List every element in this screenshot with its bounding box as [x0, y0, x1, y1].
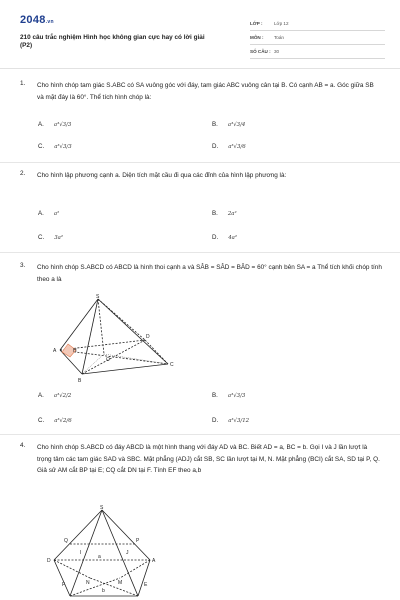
option-d[interactable]: D. a³√3/12 — [212, 417, 250, 424]
question-text: Cho hình chóp S.ABCD có ABCD là hình thoi cạnh a và SÂB = SÂD = BÂD = 60° cạnh bên SA = a Thể tích khối chóp tính theo a là — [37, 264, 382, 283]
label-e: E — [144, 582, 148, 588]
label-a: A — [53, 348, 57, 354]
label-a: A — [152, 558, 156, 564]
option-d[interactable]: D. 4a² — [212, 234, 237, 241]
question-2 — [20, 170, 382, 250]
label-a-length: a — [98, 554, 101, 560]
label-c: C — [170, 362, 174, 368]
label-j: J — [126, 550, 129, 556]
label-d: D — [47, 558, 51, 564]
option-b[interactable]: B. a³√3/4 — [212, 121, 246, 128]
option-b[interactable]: B. a³√3/3 — [212, 392, 246, 399]
question-header — [20, 80, 382, 103]
question-separator — [0, 434, 400, 435]
meta-row-class — [250, 17, 385, 31]
question-number: 4. — [20, 442, 26, 449]
label-p: P — [136, 538, 140, 544]
label-h: H — [73, 348, 77, 354]
label-b-length: b — [102, 588, 105, 594]
label-s: S — [96, 294, 100, 300]
label-s: S — [100, 505, 104, 511]
question-1 — [20, 80, 382, 160]
document-title: 210 câu trắc nghiệm Hình học không gian cực hay có lời giải (P2) — [20, 34, 205, 49]
meta-key: SỐ CÂU : — [250, 49, 271, 54]
label-i: I — [80, 550, 82, 556]
question-4 — [20, 442, 382, 600]
meta-row-subject — [250, 31, 385, 45]
label-d: D — [146, 334, 150, 340]
trapezoid-pyramid-figure — [40, 504, 180, 600]
question-header — [20, 262, 382, 285]
question-text: Cho hình lập phương cạnh a. Diện tích mặt cầu đi qua các đỉnh của hình lập phương là: — [37, 172, 287, 179]
option-a[interactable]: A. a³√3/3 — [38, 121, 72, 128]
label-n: N — [86, 580, 90, 586]
pyramid-figure — [40, 294, 180, 386]
question-separator — [0, 162, 400, 163]
question-3 — [20, 262, 382, 432]
option-a[interactable]: A. a³√2/2 — [38, 392, 72, 399]
meta-key: MÔN : — [250, 35, 264, 40]
meta-row-count — [250, 45, 385, 59]
option-c[interactable]: C. a³√3/3 — [38, 143, 72, 150]
document-meta — [250, 17, 385, 59]
document-header — [20, 14, 385, 64]
option-a[interactable]: A. a² — [38, 210, 60, 217]
meta-value: Lớp 12 — [274, 21, 289, 26]
header-divider — [0, 68, 400, 69]
option-b[interactable]: B. 2a² — [212, 210, 237, 217]
question-header — [20, 442, 382, 477]
question-text: Cho hình chóp tam giác S.ABC có SA vuông góc với đáy, tam giác ABC vuông cân tại B. Có cạnh AB = a. Góc giữa SB và mặt đáy là 60°. Thể tích hình chóp là: — [37, 82, 374, 101]
label-b: B — [78, 378, 82, 384]
meta-value: 30 — [274, 49, 280, 54]
option-d[interactable]: D. a³√3/6 — [212, 143, 246, 150]
meta-key: LỚP : — [250, 21, 263, 26]
question-number: 1. — [20, 80, 26, 87]
label-m: M — [118, 580, 123, 586]
label-o: O — [106, 357, 110, 363]
meta-value: Toán — [274, 35, 284, 40]
question-separator — [0, 252, 400, 253]
question-text: Cho hình chóp S.ABCD có đáy ABCD là một hình thang với đáy AD và BC. Biết AD = a, BC = b. Gọi I và J lần lượt là trọng tâm các tam giác SAD và SBC. Mặt phẳng (ADJ) cắt SB, SC lần lượt tại M, N. Mặt phẳng (BCI) cắt SA, SD tại P, Q. Giả sử AM cắt BP tại E; CQ cắt DN tại F. Tính EF theo a,b — [37, 444, 380, 474]
label-f: F — [62, 582, 66, 588]
question-number: 3. — [20, 262, 26, 269]
question-number: 2. — [20, 170, 26, 177]
option-c[interactable]: C. 3a² — [38, 234, 63, 241]
site-logo[interactable]: 2048.vn — [20, 14, 54, 26]
question-header — [20, 170, 382, 182]
label-q: Q — [64, 538, 68, 544]
option-c[interactable]: C. a³√2/6 — [38, 417, 72, 424]
